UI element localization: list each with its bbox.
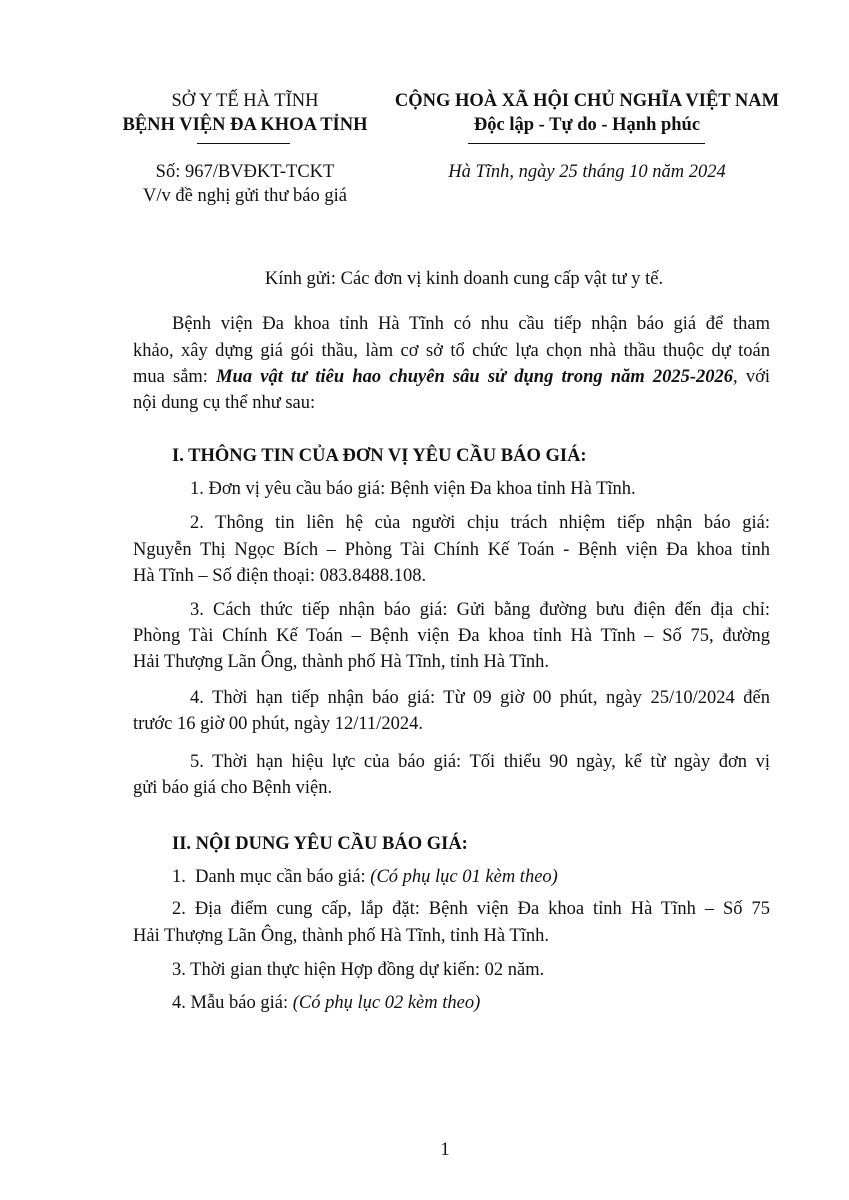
intro-line: Bệnh viện Đa khoa tỉnh Hà Tĩnh có nhu cầu tiếp nhận báo giá để tham [172, 314, 770, 334]
list-item-cont: Phòng Tài Chính Kế Toán – Bệnh viện Đa khoa tỉnh Hà Tĩnh – Số 75, đường [133, 626, 770, 646]
document-subject: V/v đề nghị gửi thư báo giá [143, 186, 347, 206]
intro-text: , với [733, 367, 770, 387]
org-name: BỆNH VIỆN ĐA KHOA TỈNH [122, 115, 368, 135]
list-item: 2. Địa điểm cung cấp, lắp đặt: Bệnh viện Đa khoa tỉnh Hà Tĩnh – Số 75 [172, 899, 770, 919]
nation-name: CỘNG HOÀ XÃ HỘI CHỦ NGHĨA VIỆT NAM [394, 91, 780, 111]
list-item: 5. Thời hạn hiệu lực của báo giá: Tối thiểu 90 ngày, kể từ ngày đơn vị [190, 752, 770, 772]
list-item: 2. Thông tin liên hệ của người chịu trách nhiệm tiếp nhận báo giá: [190, 513, 770, 533]
intro-line: nội dung cụ thể như sau: [133, 393, 316, 413]
list-item: 3. Thời gian thực hiện Hợp đồng dự kiến: 02 năm. [172, 960, 545, 980]
list-item: 1. Đơn vị yêu cầu báo giá: Bệnh viện Đa khoa tỉnh Hà Tĩnh. [190, 479, 636, 499]
place-date: Hà Tĩnh, ngày 25 tháng 10 năm 2024 [448, 162, 726, 182]
list-item [172, 990, 480, 1016]
agency-name: SỞ Y TẾ HÀ TĨNH [171, 91, 319, 111]
list-item-cont: Hà Tĩnh – Số điện thoại: 083.8488.108. [133, 566, 427, 586]
section-heading: I. THÔNG TIN CỦA ĐƠN VỊ YÊU CẦU BÁO GIÁ: [172, 446, 587, 466]
item-text: 1. Danh mục cần báo giá: [172, 867, 371, 887]
appendix-ref: (Có phụ lục 02 kèm theo) [292, 993, 481, 1013]
list-item-cont: trước 16 giờ 00 phút, ngày 12/11/2024. [133, 714, 423, 734]
list-item: 3. Cách thức tiếp nhận báo giá: Gửi bằng đường bưu điện đến địa chỉ: [190, 600, 770, 620]
motto-underline [468, 143, 705, 144]
page-number: 1 [440, 1140, 450, 1160]
list-item-cont: gửi báo giá cho Bệnh viện. [133, 778, 333, 798]
list-item: 4. Thời hạn tiếp nhận báo giá: Từ 09 giờ 00 phút, ngày 25/10/2024 đến [190, 688, 770, 708]
intro-line [133, 364, 770, 390]
list-item-cont: Nguyễn Thị Ngọc Bích – Phòng Tài Chính Kế Toán - Bệnh viện Đa khoa tỉnh [133, 540, 770, 560]
intro-text: mua sắm: [133, 367, 217, 387]
appendix-ref: (Có phụ lục 01 kèm theo) [370, 867, 558, 887]
list-item [172, 864, 558, 890]
item-text: 4. Mẫu báo giá: [172, 993, 293, 1013]
motto: Độc lập - Tự do - Hạnh phúc [473, 115, 701, 135]
list-item-cont: Hải Thượng Lãn Ông, thành phố Hà Tĩnh, tỉnh Hà Tĩnh. [133, 652, 549, 672]
org-underline [197, 143, 290, 144]
section-heading: II. NỘI DUNG YÊU CẦU BÁO GIÁ: [172, 834, 468, 854]
intro-line: khảo, xây dựng giá gói thầu, làm cơ sở tổ chức lựa chọn nhà thầu thuộc dự toán [133, 341, 770, 361]
procurement-title: Mua vật tư tiêu hao chuyên sâu sử dụng trong năm 2025-2026 [216, 367, 734, 387]
list-item-cont: Hải Thượng Lãn Ông, thành phố Hà Tĩnh, tỉnh Hà Tĩnh. [133, 926, 549, 946]
document-number: Số: 967/BVĐKT-TCKT [155, 162, 335, 182]
recipient: Kính gửi: Các đơn vị kinh doanh cung cấp vật tư y tế. [264, 269, 664, 289]
